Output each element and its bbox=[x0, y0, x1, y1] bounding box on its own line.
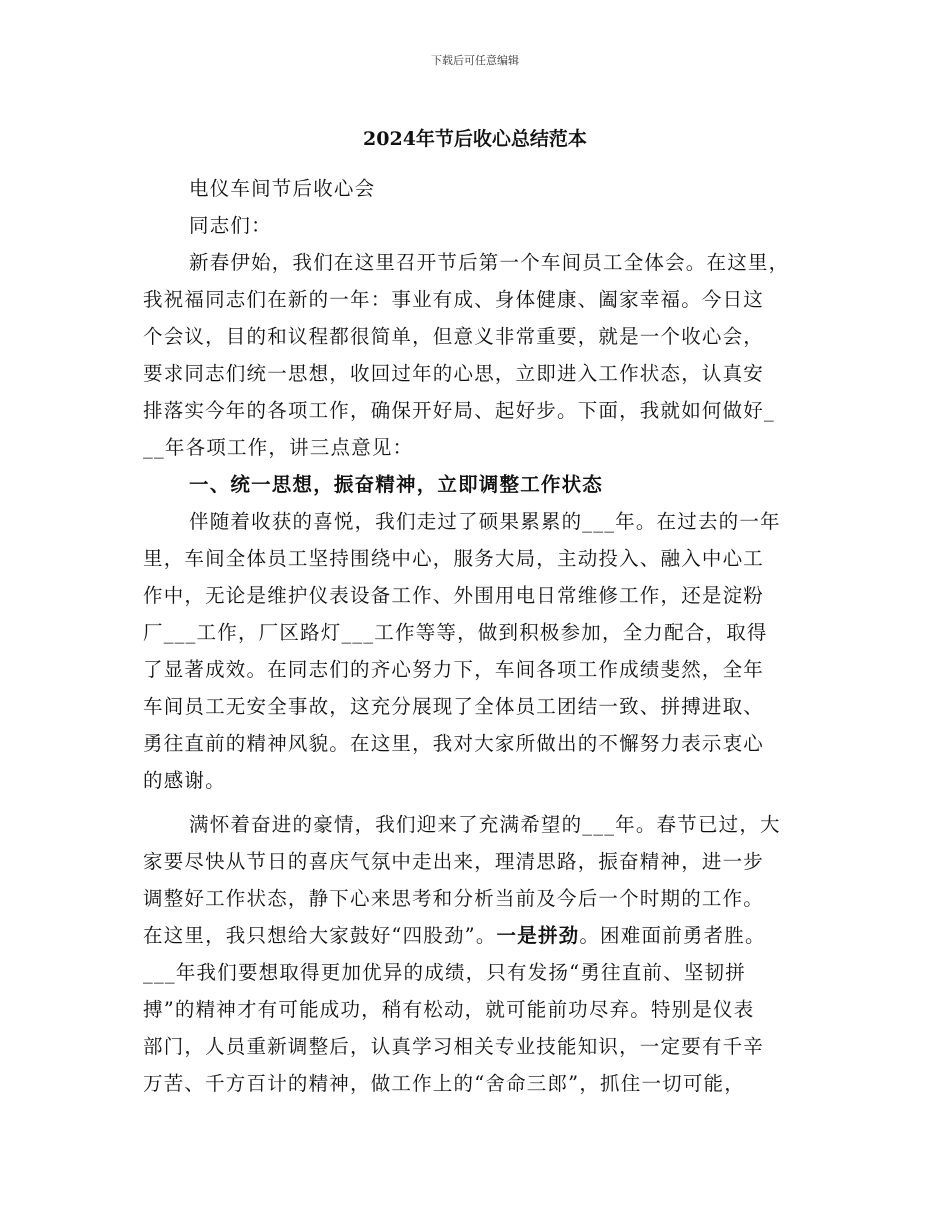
text-line: 厂___工作，厂区路灯___工作等等，做到积极参加，全力配合，取得 bbox=[143, 621, 768, 644]
text-span: 。困难面前勇者胜。 bbox=[579, 924, 766, 947]
text-line: 个会议，目的和议程都很简单，但意义非常重要，就是一个收心会， bbox=[143, 325, 765, 348]
text-line: 排落实今年的各项工作，确保开好局、起好步。下面，我就如何做好_ bbox=[143, 399, 775, 422]
paragraph-gap bbox=[143, 799, 823, 806]
emphasis-first-drive: 一是拼劲 bbox=[496, 924, 580, 947]
text-line: 满怀着奋进的豪情，我们迎来了充满希望的___年。春节已过，大 bbox=[189, 813, 781, 836]
text-line: 的感谢。 bbox=[143, 769, 226, 792]
text-line: 里，车间全体员工坚持围绕中心，服务大局，主动投入、融入中心工 bbox=[143, 547, 765, 570]
text-line: 调整好工作状态，静下心来思考和分析当前及今后一个时期的工作。 bbox=[143, 887, 765, 910]
document-title: 2024年节后收心总结范本 bbox=[363, 128, 587, 150]
paragraph-opening bbox=[143, 244, 823, 466]
text-line: 我祝福同志们在新的一年：事业有成、身体健康、阖家幸福。今日这 bbox=[143, 288, 765, 311]
text-line: 伴随着收获的喜悦，我们走过了硕果累累的___年。在过去的一年 bbox=[189, 510, 781, 533]
page-header: 下载后可任意编辑 bbox=[431, 54, 519, 67]
text-span: 在这里，我只想给大家鼓好“四股劲”。 bbox=[143, 924, 497, 947]
text-line bbox=[143, 917, 823, 954]
workshop-meeting-line: 电仪车间节后收心会 bbox=[189, 177, 376, 200]
text-line: 作中，无论是维护仪表设备工作、外围用电日常维修工作，还是淀粉 bbox=[143, 584, 765, 607]
text-line: 部门，人员重新调整后，认真学习相关专业技能知识，一定要有千辛 bbox=[143, 1035, 765, 1058]
text-line: 搏”的精神才有可能成功，稍有松动，就可能前功尽弃。特别是仪表 bbox=[143, 998, 755, 1021]
text-line: 家要尽快从节日的喜庆气氛中走出来，理清思路，振奋精神，进一步 bbox=[143, 850, 765, 873]
document-body bbox=[143, 170, 823, 1102]
section-heading-1: 一、统一思想，振奋精神，立即调整工作状态 bbox=[189, 473, 604, 496]
text-line: 勇往直前的精神风貌。在这里，我对大家所做出的不懈努力表示衷心 bbox=[143, 732, 765, 755]
text-line: 了显著成效。在同志们的齐心努力下，车间各项工作成绩斐然，全年 bbox=[143, 658, 765, 681]
text-line: 新春伊始，我们在这里召开节后第一个车间员工全体会。在这里， bbox=[189, 251, 790, 274]
salutation: 同志们： bbox=[189, 214, 272, 237]
paragraph-outlook bbox=[143, 806, 823, 1102]
text-line: __年各项工作，讲三点意见： bbox=[143, 436, 414, 459]
paragraph-review bbox=[143, 503, 823, 799]
text-line: ___年我们要想取得更加优异的成绩，只有发扬“勇往直前、坚韧拼 bbox=[143, 961, 746, 984]
text-line: 要求同志们统一思想，收回过年的心思，立即进入工作状态，认真安 bbox=[143, 362, 765, 385]
text-line: 车间员工无安全事故，这充分展现了全体员工团结一致、拼搏进取、 bbox=[143, 695, 765, 718]
text-line: 万苦、千方百计的精神，做工作上的“舍命三郎”，抓住一切可能， bbox=[143, 1072, 745, 1095]
